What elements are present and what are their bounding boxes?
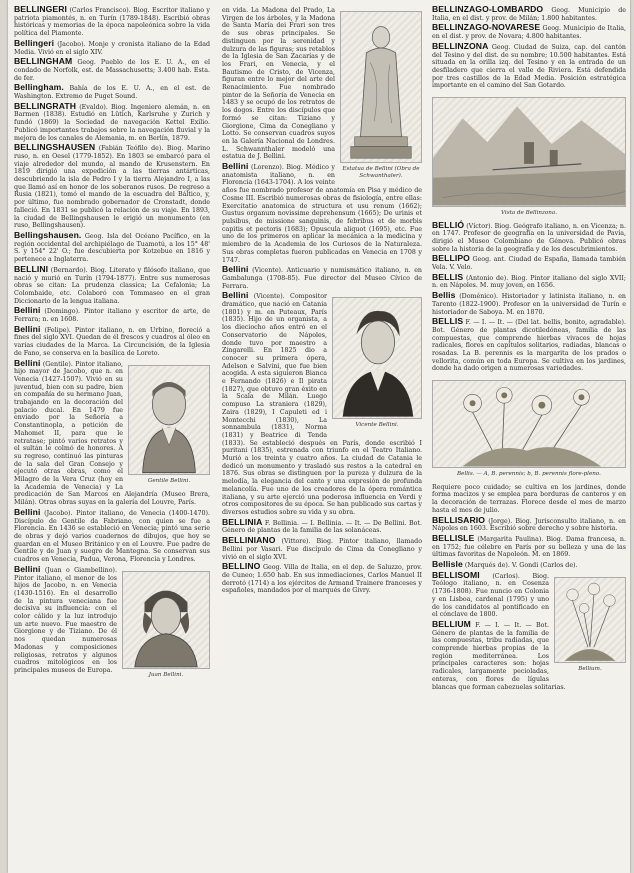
landscape-illustration [432,97,626,207]
definition: en vida. La Madona del Prado, La Virgen de los árboles, y la Madona de Santa María dei Frari son tres de sus obras principales. Se distinguen por la serenidad y dulzura de las figuras; sus retablos de la Iglesia de San Zacarías y de los Frari, en Venecia, y el Bautismo de Cristo, de Vicenza, figuran entre lo mejor del arte del Renacimiento. Fue nombrado pintor de la Señoría de Venecia en 1483 y se ocupó de los retratos de los dogos. Entre los discípulos que formó se citan: Tiziano y Giorgione, Cima da Conegliano y Lotto. Se conservan cuadros suyos en la Galería Nacional de Londres. L. Schwannthaler modeló una estatua de J. Bellini. [222,7,335,161]
definition: (Evaldo). Biog. Ingeniero alemán, n. en Barmen (1838). Estudió en Lütich, Karlsruhe y Zurich y fundó (1869) la Sociedad de navegación Kettel Exilio. Publicó importantes trabajos sobre la navegación fluvial y la mejora de los canales de Alemania, m. en Berlín, 1879. [14,103,210,142]
entry [222,516,422,535]
entry [432,24,626,40]
portrait-illustration [122,571,210,669]
entry [14,6,210,38]
definition: (Lorenzo). Biog. Médico y anatomista italiano, n. en Florencia (1643-1704). A los veinte años fue nombrado profesor de anatomía en Pisa y médico de Cosme III. Escribió numerosas obras de fisiología, entre ellas: Exercitatio anatomica de structura et usu renum (1662); Gustus organum novissime deprehensum (1665); De urinis et pulsibus, de missione sanguinis, de febribus et de morbis capitis et pectoris (1683); Opuscula aliquot (1695), etc. Fue uno de los primeros en aplicar la mecánica a la medicina y miembro de la Academia de los Curiosos de la Naturaleza. Sus obras completas fueron publicadas en Venecia en 1708 y 1747. [222,164,422,264]
definition: (Domingo). Pintor italiano y escritor de arte, de Ferrara; n. en 1608. [14,308,210,324]
statue-illustration [340,11,422,163]
definition: (Bernardo). Biog. Literato y filósofo italiano, que nació y murió en Turín (1794-1877). Entre sus numerosas obras se citan: La prudenza classica; La Cefalonia; La Colombaide, etc. Colaboró con Tommaseo en el gran Diccionario de la lengua italiana. [14,266,210,305]
column-right [432,6,626,865]
headword: BELLINGSHAUSEN [14,142,96,153]
definition: F. — I. — It. — (Del lat. bellis, bonito, agradable). Bot. Género de plantas dicotiledóneas, familia de las compuestas, que comprende hierbas vivaces de hojas radicales, flores en capítulos solitarios, radiadas, blancas o rosadas. La B. perennis es la margarita de los prados o vellorita, común en toda Europa. Se cultiva en los jardines, donde ha dado origen a numerosas variedades. [432,319,626,373]
figure-gentile [128,362,210,488]
headword: Bellini [14,357,41,368]
figure-caption: Estatua de Bellini (Obra de Schwanthaler). [342,166,420,179]
figure-caption: Juan Bellini. [148,671,184,678]
figure-bellium [554,574,626,676]
headword: BELLINZONA [432,40,489,51]
daisy-plant-icon [433,381,625,467]
entry [14,506,210,564]
headword: BELLIS [432,271,464,282]
headword: BELLISARIO [432,514,486,525]
headword: BELLIÓ [432,219,465,230]
definition: Geog. Municipio de Italia, en el dist. y prov. de Novara; 4.800 habitantes. [432,25,626,41]
entry [14,307,210,323]
definition: (Vicente). Compositor dramático, que nació en Catania (1801) y m. en Puteaux, París (1835). Hijo de un organista, a los dieciocho años entró en el Conservatorio de Nápoles, donde tuvo por maestro a Zingarelli. En 1825 dio a conocer su primera ópera, Adelson e Salvini, que fue bien acogida. A esta siguieron Bianca e Fernando (1826) e Il pirata (1827), que obtuvo gran éxito en la Scala de Milán. Luego compuso La straniera (1829), Zaira (1829), I Capuleti ed i Montecchi (1830), La sonnambula (1831), Norma (1831) y Beatrice di Tenda (1833). Se estableció después en París, donde escribió I puritani (1835), estrenada con triunfo en el Teatro Italiano. Murió a los treinta y cuatro años. La ciudad de Catania le dedicó un monumento y trasladó sus restos a la catedral en 1876. Sus obras se distinguen por la pureza y dulzura de la melodía, la elegancia del canto y una expresión de profunda melancolía. Fue uno de los creadores de la ópera romántica italiana, y su arte ejerció una poderosa influencia en Verdi y otros compositores de su época. Se han publicado sus cartas y diversos estudios sobre su vida y su obra. [222,293,422,516]
entry [432,40,626,90]
bellium-plant-icon [555,578,625,662]
definition: Geog. Villa de Italia, en el dep. de Saluzzo, prov. de Cuneo; 1.650 hab. En sus inmediaciones, Carlos Manuel II derrotó (1714) a los ejércitos de Armand Trainere franceses y españoles, mandados por el marqués de Givry. [222,564,422,595]
definition: (Jacobo). Monje y cronista italiano de la Edad Media. Vivió en el siglo XIV. [14,40,210,56]
headword: BELLINO [222,561,261,572]
entry [432,292,626,316]
definition: Geog. Municipio de Italia, en el dist. y prov. de Milán; 1.800 habitantes. [432,7,626,22]
headword: Bellini [222,161,249,172]
entry [14,229,210,264]
definition: (Doménico). Historiador y latinista italiano, n. en Tarento (1822-1900). Profesor en la universidad de Turín e historiador de Saboya. M. en 1870. [432,293,626,316]
dictionary-page [8,0,630,873]
figure-juan [122,568,210,682]
figure-bellinzona [432,94,626,220]
headword: Bellingshausen. [14,229,82,240]
headword: Bellini [222,264,249,275]
entry [432,561,626,570]
headword: Bellini [14,563,41,574]
headword: Bellini [14,305,41,316]
plant-illustration [432,380,626,468]
definition: (Marqués de). V. Gondi (Carlos de). [464,562,578,570]
entry [432,6,626,22]
definition: Geog. ant. Ciudad de España, llamada también Vela. V. Velo. [432,256,626,272]
entry [14,263,210,306]
entry [14,58,210,82]
headword: BELLIS [432,316,464,327]
entry [14,37,210,56]
figure-caption: Gentile Bellini. [147,477,191,484]
headword: BELLIUM [432,618,471,629]
definition: (Vicente). Anticuario y numismático italiano, n. en Gambalunga (1708-85). Fue director del Museo Cívico de Ferrara. [222,267,422,290]
definition: (Fabián Teófilo de). Biog. Marino ruso, n. en Oesel (1779-1852). En 1803 se embarcó para el viaje alrededor del mundo, al mando de Krusenstern. En 1819 dirigió una expedición a las tierras antárticas, descubriendo la isla de Pedro I y la tierra Alejandro I, a las que llamó así en honor de los soberanos rusos. De regreso a Rusia (1821), tomó el mando de la escuadra del Báltico, y, por último, fue nombrado gobernador de Cronstadt, donde falleció. En 1831 se publicó la relación de su viaje. En 1893, la ciudad de Bellingshausen le erigió un monumento (en ruso, Bellingshausen). [14,145,210,230]
definition: Requiere poco cuidado; se cultiva en los jardines, donde forma macizos y se emplea para borduras de canteros y en la decoración de terrazas. Florece desde el mes de marzo hasta el mes de julio. [432,483,626,514]
entry [222,266,422,290]
entry [14,84,210,100]
portrait-engraving-icon [129,366,209,474]
definition: (Carlos Francisco). Biog. Escritor italiano y patriota piamontés, n. en Turín (1789-1848). Escribió obras históricas y memorias de la época napoleónica sobre la vida política del Piamonte. [14,7,210,38]
definition: (Margarita Paulina). Biog. Dama francesa, n. en 1752; fue célebre en París por su belleza y una de las últimas favoritas de Napoleón. M. en 1869. [432,535,626,559]
headword: BELLINIA [222,516,263,527]
statue-engraving-icon [341,12,421,162]
headword: BELLINZAGO-LOMBARDO [432,6,544,14]
figure-statue [340,8,422,182]
headword: Bellingham. [14,82,64,93]
definition: (Jorge). Biog. Jurisconsulto italiano, n. en Nápoles en 1603. Escribió sobre derecho y sobre historia. [432,517,626,533]
figure-bellis [432,377,626,481]
portrait-illustration [332,297,422,419]
definition: (Felipe). Pintor italiano, n. en Urbino, floreció a fines del siglo XVI. Quedan de él frescos y cuadros al óleo en varias ciudades de la Marca. La Circuncisión, de la Iglesia de Fano, se conserva en la basílica de Loreto. [14,326,210,357]
headword: BELLINGERI [14,6,68,14]
entry [222,537,422,561]
definition: (Gentile). Pintor italiano, hijo mayor de Jacobo, que n. en Venecia (1427-1507). Vivió en su juventud, bien con su padre, bien en compañía de su hermano Juan, trabajando en la decoración del palacio ducal. En 1479 fue enviado por la Señoría a Constantinopla, a petición de Mahomet II, para que le retratase; pintó varios retratos y el sultán le colmó de honores. A su regreso, continuó las pinturas de la sala del Gran Consejo y ejecutó otras obras, como el Milagro de la Vera Cruz (hoy en la Academia de Venecia) y La predicación de San Marcos en Alejandría (Museo Brera, Milán). Otras obras suyas en la galería del Louvre, París. [14,360,210,507]
definition: F. — I. — It. — Bot. Género de plantas de la familia de las compuestas, tribu radiadas, que comprende hierbas propias de la región mediterránea. Los principales caracteres son: hojas radicales, largamente pecioladas, enteras, con flores de lígulas blancas que forman cabezuelas solitarias. [432,621,566,691]
headword: Bellingeri [14,37,55,48]
definition: (Carlos). Biog. Teólogo italiano, n. en Cosenza (1736-1808). Fue nuncio en Colonia y en Lisboa, cardenal (1795) y uno de los candidatos al pontificado en el cónclave de 1800. [432,572,549,619]
definition: (Juan o Giambellino). Pintor italiano, el menor de los hijos de Jacobo, n. en Venecia (1430-1516). En el desarrollo de la pintura veneciana fue decisiva su influencia: con el color cálido y la luz introdujo un arte nuevo. Fue maestro de Giorgione y de Tiziano. De él nos quedan numerosas Madonas y composiciones religiosas, retratos y algunos cuadros mitológicos en los principales museos de Europa. [14,566,117,674]
column-left [14,6,210,865]
headword: BELLIPO [432,253,470,264]
headword: BELLISOMI [432,569,480,580]
definition: Geog. Isla del Océano Pacífico, en la región occidental del archipiélago de Tuamotú, a los 15° 48' S. y 154° 22' O.; fue descubierta por Kotzebue en 1816 y pertenece a Inglaterra. [14,232,210,264]
entry [432,532,626,559]
headword: Bellis [432,290,456,301]
plant-illustration [554,577,626,663]
headword: Bellini [222,290,249,301]
definition: F. Bellinia. — I. Bellinia. — It. — De Bellini. Bot. Género de plantas de la familia de las solanáceas. [222,519,422,535]
landscape-engraving-icon [433,98,625,206]
portrait-engraving-icon [333,298,421,418]
headword: Bellisle [432,559,463,570]
definition: Geog. Ciudad de Suiza, cap. del cantón del Tesino y del dist. de su nombre; 10.500 habitantes. Está situada en la orilla izq. del Tesino y en la entrada de un desfiladero que cierra el valle de Riviera. Está defendida por tres castillos de la Edad Media. Posición estratégica importante en el camino del San Gotardo. [432,43,626,90]
entry [432,318,626,373]
definition: (Jacobo). Pintor italiano, de Venecia (1400-1470). Discípulo de Gentile da Fabriano, con quien se fue a Florencia. En 1436 se estableció en Venecia; pintó una serie de obras y dejó varios cuadernos de dibujos, que hoy se guardan en el Museo Británico y en el Louvre. Fue padre de Gentile y de Juan y suegro de Mantegna. Se conservan sus cuadros en Venecia, Padua, Verona, Florencia y Londres. [14,509,210,564]
headword: BELLINIANO [222,535,276,546]
headword: BELLINGHAM [14,56,73,67]
headword: BELLINGRATH [14,100,77,111]
entry [432,271,626,290]
figure-caption: Bellis. — A, B. perennis; b, B. perennis flore-pleno. [457,471,601,478]
entry [222,563,422,595]
figure-vicente [332,294,422,432]
portrait-engraving-icon [123,572,209,668]
entry [14,323,210,358]
column-middle [222,6,422,865]
figure-caption: Vicente Bellini. [355,422,399,429]
portrait-illustration [128,365,210,475]
headword: Bellini [14,323,41,334]
entry [14,100,210,143]
definition: (Vittore). Biog. Pintor italiano, llamado Bellini por Vasari. Fue discípulo de Cima da Conegliano y vivió en el siglo XVI. [222,538,422,561]
headword: BELLISLE [432,532,475,543]
definition: Geog. Pueblo de los E. U. A., en el condado de Norfolk, est. de Massachusetts; 3.400 hab. Esta. de fer. [14,59,210,82]
headword: BELLINZAGO-NOVARESE [432,22,541,33]
entry [14,144,210,230]
headword: Bellini [14,506,41,517]
figure-caption: Vista de Bellinzona. [500,210,558,217]
definition: (Antonio de). Biog. Pintor italiano del siglo XVII; n. en Nápoles. M. muy joven, en 1656. [432,274,626,290]
definition: (Víctor). Biog. Geógrafo italiano, n. en Vicenza; n. en 1747. Profesor de geografía en la universidad de Pavía, dirigió el Museo Colombiano de Génova. Publicó obras sobre la historia de la geografía y de los descubrimientos. [432,222,626,253]
definition: Bahía de los E. U. A., en el est. de Washington. Extremo de Puget Sound. [14,85,210,101]
figure-caption: Bellium. [578,665,602,672]
entry [432,255,626,271]
entry [432,514,626,533]
headword: BELLINI [14,263,49,274]
